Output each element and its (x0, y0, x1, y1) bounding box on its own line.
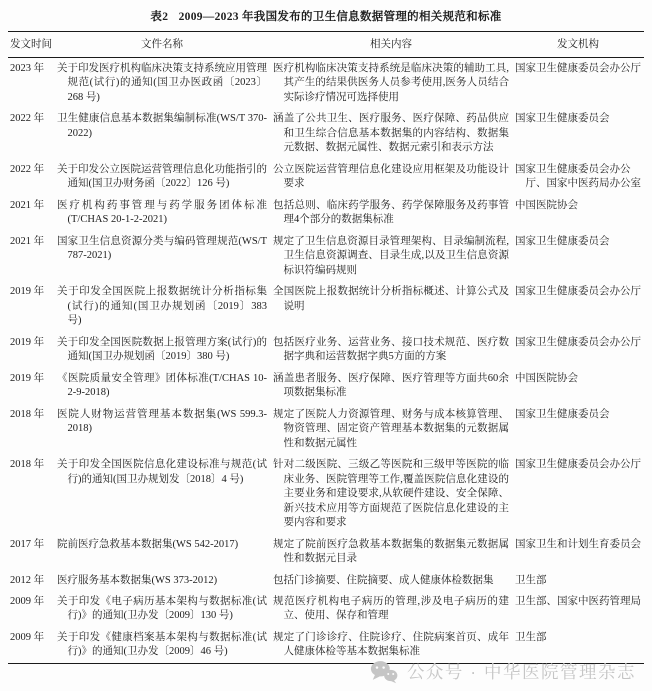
cell-issuing-org: 国家卫生健康委员会办公厅 (515, 459, 641, 471)
cell-document-name: 关于印发公立医院运营管理信息化功能指引的通知(国卫办财务函〔2022〕126 号) (57, 163, 267, 190)
table-row (8, 455, 644, 534)
cell-document-name: 关于印发《电子病历基本架构与数据标准(试行)》的通知(卫办发〔2009〕130 号) (57, 596, 267, 622)
cell-year: 2009 年 (10, 631, 45, 643)
cell-year: 2018 年 (10, 408, 45, 420)
cell-related-content: 规定了院前医疗急救基本数据集的数据集元数据属性和数据元目录 (273, 538, 509, 565)
cell-related-content: 规定了门诊诊疗、住院诊疗、住院病案首页、成年人健康体检等基本数据集标准 (273, 631, 509, 658)
table-row (8, 534, 644, 570)
cell-related-content: 规定了卫生信息资源目录管理架构、目录编制流程,卫生信息资源调查、目录生成,以及卫生信息资源标识符编码规则 (273, 235, 509, 276)
cell-document-name: 关于印发《健康档案基本架构与数据标准(试行)》的通知(卫办发〔2009〕46 号) (57, 631, 267, 658)
cell-document-name: 关于印发全国医院信息化建设标准与规范(试行)的通知(国卫办规划发〔2018〕4 号) (57, 459, 267, 485)
cell-issuing-org: 国家卫生健康委员会办公厅 (515, 336, 641, 348)
cell-document-name: 《医院质量安全管理》团体标准(T/CHAS 10-2-9-2018) (57, 372, 267, 399)
table-row (8, 159, 644, 195)
watermark (370, 659, 636, 684)
cell-document-name: 关于印发医疗机构临床决策支持系统应用管理规范(试行)的通知(国卫办医政函〔2023〕268 号) (57, 62, 267, 103)
table-number: 表2 (150, 11, 169, 23)
cell-issuing-org: 中国医院协会 (515, 372, 578, 384)
header-row (8, 32, 644, 58)
cell-related-content: 医疗机构临床决策支持系统是临床决策的辅助工具,其产生的结果供医务人员参考使用,医务人员结合实际诊疗情况可选择使用 (273, 62, 509, 103)
cell-issuing-org: 卫生部 (515, 631, 547, 643)
table-row (8, 282, 644, 332)
cell-related-content: 规定了医院人力资源管理、财务与成本核算管理、物资管理、固定资产管理基本数据集的元数据属性和数据元属性 (273, 408, 509, 449)
table-row (8, 58, 644, 109)
standards-table (8, 31, 644, 664)
cell-issuing-org: 国家卫生健康委员会 (515, 113, 610, 125)
cell-year: 2018 年 (10, 459, 45, 471)
cell-issuing-org: 卫生部、国家中医药管理局 (515, 596, 641, 607)
table-row (8, 195, 644, 231)
cell-year: 2022 年 (10, 113, 45, 125)
cell-year: 2022 年 (10, 163, 45, 175)
cell-related-content: 规范医疗机构电子病历的管理,涉及电子病历的建立、使用、保存和管理 (273, 596, 509, 622)
cell-related-content: 涵盖了公共卫生、医疗服务、医疗保障、药品供应和卫生综合信息基本数据集的内容结构、数据集元数据、数据元属性、数据元索引和表示方法 (273, 113, 509, 154)
cell-year: 2012 年 (10, 574, 45, 586)
cell-document-name: 关于印发全国医院上报数据统计分析指标集(试行)的通知(国卫办规划函〔2019〕383 号) (57, 286, 267, 327)
header-document-name: 文件名称 (54, 32, 270, 58)
watermark-text: 公众号 · 中华医院管理杂志 (406, 662, 636, 682)
table-row (8, 404, 644, 454)
cell-issuing-org: 中国医院协会 (515, 199, 578, 211)
cell-document-name: 国家卫生信息资源分类与编码管理规范(WS/T 787-2021) (57, 235, 267, 262)
cell-document-name: 卫生健康信息基本数据集编制标准(WS/T 370-2022) (57, 113, 267, 139)
cell-related-content: 包括门诊摘要、住院摘要、成人健康体检数据集 (273, 574, 494, 586)
cell-document-name: 院前医疗急救基本数据集(WS 542-2017) (57, 538, 239, 550)
cell-document-name: 医疗服务基本数据集(WS 373-2012) (57, 574, 218, 586)
cell-year: 2009 年 (10, 596, 45, 607)
cell-related-content: 全国医院上报数据统计分析指标概述、计算公式及说明 (273, 286, 509, 312)
table-row (8, 368, 644, 404)
table-row (8, 332, 644, 368)
table-row (8, 231, 644, 281)
table-row (8, 109, 644, 159)
cell-related-content: 针对二级医院、三级乙等医院和三级甲等医院的临床业务、医院管理等工作,覆盖医院信息化建设的主要业务和建设要求,从软硬件建设、安全保障、新兴技术应用等方面规范了医院信息化建设的主要内容和要求 (273, 459, 509, 529)
cell-year: 2021 年 (10, 199, 45, 211)
header-issuing-org: 发文机构 (512, 32, 644, 58)
cell-issuing-org: 国家卫生健康委员会 (515, 408, 610, 420)
table-row (8, 592, 644, 628)
cell-issuing-org: 国家卫生健康委员会办公厅 (515, 62, 641, 74)
wechat-icon (370, 660, 398, 684)
cell-year: 2019 年 (10, 286, 45, 298)
cell-document-name: 关于印发全国医院数据上报管理方案(试行)的通知(国卫办规划函〔2019〕380 号) (57, 336, 267, 363)
cell-related-content: 涵盖患者服务、医疗保障、医疗管理等方面共60余项数据集标准 (273, 372, 509, 399)
table-caption: 2009—2023 年我国发布的卫生信息数据管理的相关规范和标准 (178, 11, 502, 23)
table-row (8, 570, 644, 591)
cell-year: 2019 年 (10, 372, 45, 384)
cell-related-content: 包括医疗业务、运营业务、接口技术规范、医疗数据字典和运营数据字典5方面的方案 (273, 336, 509, 363)
cell-related-content: 包括总则、临床药学服务、药学保障服务及药事管理4个部分的数据集标准 (273, 199, 509, 226)
header-publish-time: 发文时间 (8, 32, 54, 58)
cell-issuing-org: 国家卫生健康委员会办公厅 (515, 286, 641, 298)
cell-issuing-org: 国家卫生健康委员会办公厅、国家中医药局办公室 (515, 163, 641, 190)
cell-document-name: 医院人财物运营管理基本数据集(WS 599.3-2018) (57, 408, 267, 435)
cell-document-name: 医疗机构药事管理与药学服务团体标准(T/CHAS 20-1-2-2021) (57, 199, 267, 226)
cell-related-content: 公立医院运营管理信息化建设应用框架及功能设计要求 (273, 163, 509, 190)
cell-year: 2017 年 (10, 538, 45, 550)
header-related-content: 相关内容 (270, 32, 512, 58)
cell-issuing-org: 国家卫生和计划生育委员会 (515, 538, 641, 550)
cell-issuing-org: 卫生部 (515, 574, 547, 586)
table-title (0, 0, 652, 24)
cell-year: 2019 年 (10, 336, 45, 348)
cell-year: 2023 年 (10, 62, 45, 74)
cell-year: 2021 年 (10, 235, 45, 247)
cell-issuing-org: 国家卫生健康委员会 (515, 235, 610, 247)
